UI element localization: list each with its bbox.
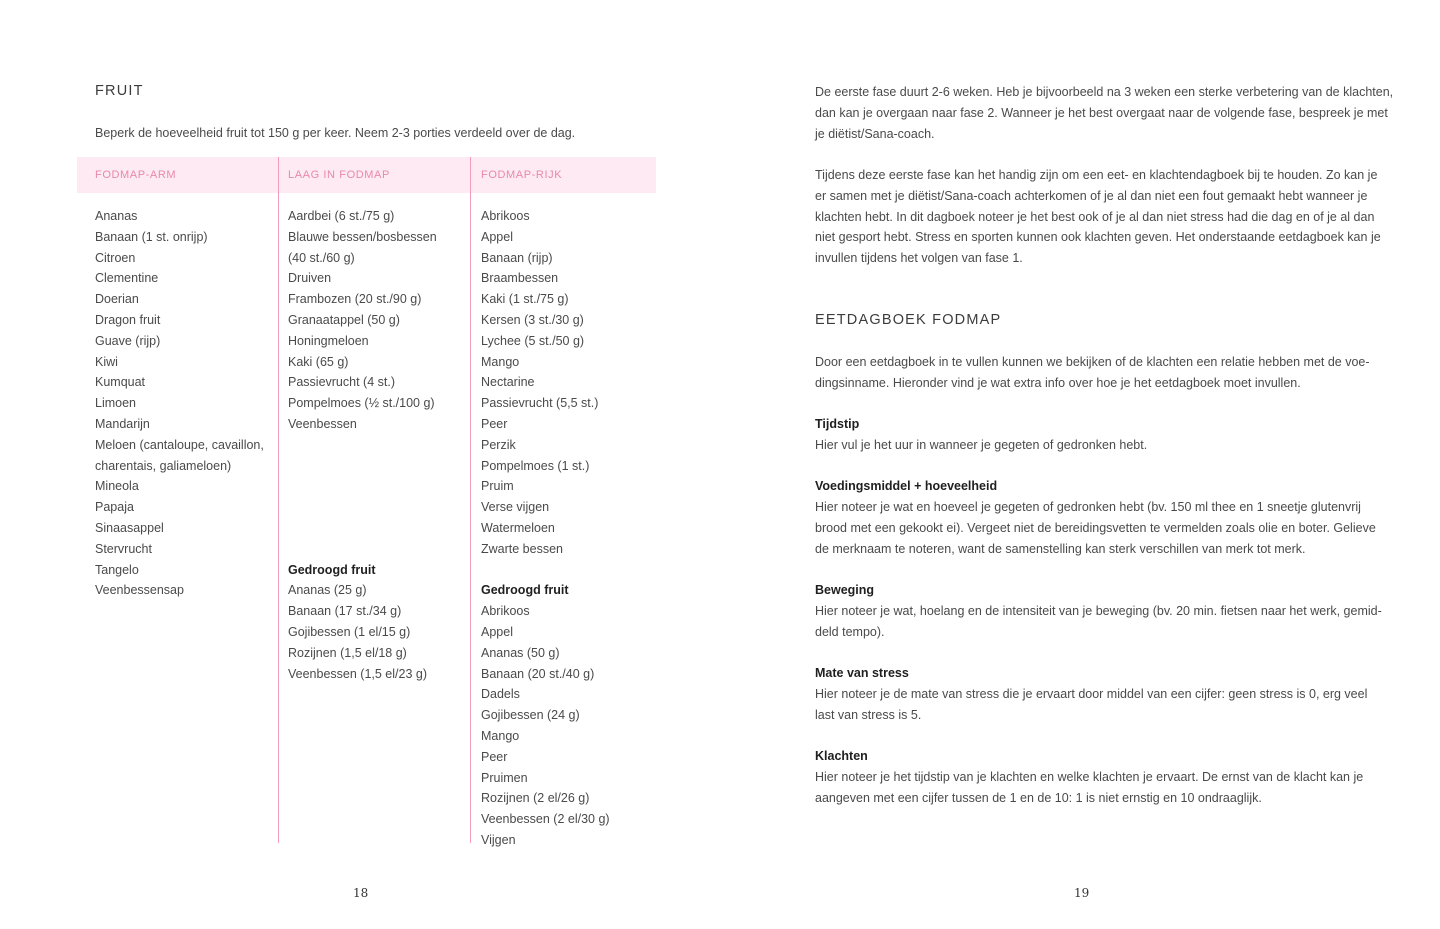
fruit-list-item: Veenbessensap xyxy=(95,583,184,598)
paragraph-line: dingsinname. Hieronder vind je wat extra info over hoe je het eetdagboek moet invullen. xyxy=(815,375,1301,390)
fruit-list-item: Verse vijgen xyxy=(481,500,550,515)
fruit-list-item: Perzik xyxy=(481,437,516,452)
eetdagboek-intro-paragraph xyxy=(815,352,1370,394)
fruit-list-item: Zwarte bessen xyxy=(481,541,563,556)
fruit-list-item: Banaan (rijp) xyxy=(481,250,553,265)
dagboek-advice-paragraph xyxy=(815,165,1381,269)
paragraph-line: dan kan je overgaan naar fase 2. Wanneer je het best overgaat naar de volgende fase, bespreek je met xyxy=(815,105,1388,120)
paragraph-line: je diëtist/Sana-coach. xyxy=(815,126,935,141)
fruit-list-item: Limoen xyxy=(95,396,136,411)
dried-fruit-subtitle: Gedroogd fruit xyxy=(481,583,569,598)
paragraph-line: Door een eetdagboek in te vullen kunnen we bekijken of de klachten een relatie hebben met de voe- xyxy=(815,355,1370,369)
column-divider-1 xyxy=(278,157,279,843)
fruit-list-item: Mineola xyxy=(95,479,139,494)
entry-title: Voedingsmiddel + hoeveelheid xyxy=(815,479,998,493)
dried-fruit-subtitle: Gedroogd fruit xyxy=(288,562,376,577)
entry-title: Tijdstip xyxy=(815,417,860,431)
entry-description xyxy=(815,684,1368,726)
fruit-list-item: Granaatappel (50 g) xyxy=(288,312,400,327)
entry-description xyxy=(815,767,1364,809)
fruit-list-item: Kiwi xyxy=(95,354,118,369)
dried-fruit-item: Gojibessen (1 el/15 g) xyxy=(288,624,411,639)
paragraph-line: De eerste fase duurt 2-6 weken. Heb je bijvoorbeeld na 3 weken een sterke verbetering van de klachten, xyxy=(815,85,1394,99)
fruit-intro-text: Beperk de hoeveelheid fruit tot 150 g per keer. Neem 2-3 porties verdeeld over de dag. xyxy=(95,126,576,140)
fruit-list-item: Kaki (65 g) xyxy=(288,354,349,369)
fruit-list-item: Kaki (1 st./75 g) xyxy=(481,292,569,307)
eetdagboek-section-title: EETDAGBOEK FODMAP xyxy=(815,312,1002,328)
fruit-list-item: Appel xyxy=(481,229,513,244)
list-spacer xyxy=(288,518,437,539)
dried-fruit-item: Dadels xyxy=(481,687,520,702)
dried-fruit-item: Vijgen xyxy=(481,832,516,847)
dried-fruit-item: Rozijnen (1,5 el/18 g) xyxy=(288,645,407,660)
dried-fruit-item: Veenbessen (2 el/30 g) xyxy=(481,812,610,827)
paragraph-line: er samen met je diëtist/Sana-coach achterkomen of je al dan niet een fout gemaakt hebt wanneer je xyxy=(815,188,1368,203)
paragraph-line: Hier noteer je de mate van stress die je ervaart door middel van een cijfer: geen stress is 0, erg veel xyxy=(815,687,1368,701)
paragraph-line: brood met een gekookt ei). Vergeet niet de bereidingsvetten te vermelden zoals olie en boter. Gelieve xyxy=(815,520,1376,535)
fruit-list-item: Veenbessen xyxy=(288,416,357,431)
fruit-list-item: Blauwe bessen/bosbessen xyxy=(288,229,437,244)
dried-fruit-item: Gojibessen (24 g) xyxy=(481,708,580,723)
list-spacer xyxy=(288,497,437,518)
dried-fruit-item: Appel xyxy=(481,624,513,639)
fruit-list-item: Peer xyxy=(481,416,508,431)
dried-fruit-item: Ananas (25 g) xyxy=(288,583,367,598)
fruit-list-item: Tangelo xyxy=(95,562,139,577)
fruit-list-item: Passievrucht (4 st.) xyxy=(288,375,395,390)
fruit-list-item: Ananas xyxy=(95,209,138,223)
fruit-list-item: Braambessen xyxy=(481,271,559,286)
fruit-list-item: Sinaasappel xyxy=(95,520,164,535)
dried-fruit-item: Mango xyxy=(481,728,520,743)
paragraph-line: Hier noteer je het tijdstip van je klachten en welke klachten je ervaart. De ernst van de klacht kan je xyxy=(815,770,1364,784)
fruit-list-item: Banaan (1 st. onrijp) xyxy=(95,229,208,244)
fruit-list-item: Watermeloen xyxy=(481,520,555,535)
paragraph-line: Hier vul je het uur in wanneer je gegeten of gedronken hebt. xyxy=(815,438,1148,452)
fruit-list-item: charentais, galiameloen) xyxy=(95,458,232,473)
fruit-list-item: Aardbei (6 st./75 g) xyxy=(288,209,395,223)
fruit-list-item: Kersen (3 st./30 g) xyxy=(481,312,584,327)
fruit-list-item: Pruim xyxy=(481,479,514,494)
fruit-list-item: Honingmeloen xyxy=(288,333,369,348)
entry-title: Mate van stress xyxy=(815,666,909,680)
fruit-list-item: Clementine xyxy=(95,271,159,286)
fruit-list-item: Dragon fruit xyxy=(95,312,161,327)
paragraph-line: aangeven met een cijfer tussen de 1 en de 10: 1 is niet ernstig en 10 ondraaglijk. xyxy=(815,790,1262,805)
list-spacer xyxy=(288,456,437,477)
fruit-list-item: Lychee (5 st./50 g) xyxy=(481,333,585,348)
entry-description xyxy=(815,601,1382,643)
fase-duration-paragraph xyxy=(815,82,1394,144)
paragraph-line: klachten hebt. In dit dagboek noteer je het best ook of je al dan niet stress had die dag en of je al dan xyxy=(815,209,1375,224)
fruit-list-item: Papaja xyxy=(95,500,134,515)
dried-fruit-item: Pruimen xyxy=(481,770,528,785)
fruit-section-title: FRUIT xyxy=(95,83,144,99)
dried-fruit-item: Abrikoos xyxy=(481,604,530,619)
entry-title: Beweging xyxy=(815,583,875,597)
fruit-list-item: Druiven xyxy=(288,271,332,286)
paragraph-line: deld tempo). xyxy=(815,624,885,639)
right-page xyxy=(720,0,1440,929)
col-header-fodmap-arm: FODMAP-ARM xyxy=(95,169,177,181)
fruit-list-item: Mango xyxy=(481,354,520,369)
paragraph-line: last van stress is 5. xyxy=(815,707,922,722)
col-header-laag-in-fodmap: LAAG IN FODMAP xyxy=(288,169,390,181)
list-spacer xyxy=(288,539,437,560)
fruit-list-item: Frambozen (20 st./90 g) xyxy=(288,292,422,307)
fruit-list-item: Doerian xyxy=(95,292,139,307)
list-spacer xyxy=(481,560,610,581)
column-divider-2 xyxy=(470,157,471,843)
fodmap-arm-list xyxy=(95,206,264,601)
paragraph-line: niet gesport hebt. Stress en sporten kunnen ook klachten geven. Het onderstaande eetdagboek kan je xyxy=(815,230,1381,245)
fruit-list-item: Stervrucht xyxy=(95,541,152,556)
paragraph-line: Hier noteer je wat en hoeveel je gegeten of gedronken hebt (bv. 150 ml thee en 1 sneetje glutenvrij xyxy=(815,500,1361,514)
page-number-right: 19 xyxy=(1074,886,1090,900)
dried-fruit-item: Banaan (17 st./34 g) xyxy=(288,604,402,619)
fruit-list-item: Pompelmoes (1 st.) xyxy=(481,458,590,473)
fruit-list-item: Pompelmoes (½ st./100 g) xyxy=(288,396,435,411)
entry-title: Klachten xyxy=(815,749,868,763)
fruit-list-item: Abrikoos xyxy=(481,209,530,223)
dried-fruit-item: Veenbessen (1,5 el/23 g) xyxy=(288,666,427,681)
entry-description xyxy=(815,435,1350,456)
dried-fruit-item: Ananas (50 g) xyxy=(481,645,560,660)
page-number-left: 18 xyxy=(353,886,369,900)
dried-fruit-item: Banaan (20 st./40 g) xyxy=(481,666,595,681)
dried-fruit-item: Rozijnen (2 el/26 g) xyxy=(481,791,590,806)
entry-description xyxy=(815,497,1376,559)
list-spacer xyxy=(288,476,437,497)
paragraph-line: Hier noteer je wat, hoelang en de intensiteit van je beweging (bv. 20 min. fietsen naar het werk, gemid- xyxy=(815,604,1382,618)
fruit-list-item: (40 st./60 g) xyxy=(288,250,355,265)
list-spacer xyxy=(288,435,437,456)
fruit-list-item: Meloen (cantaloupe, cavaillon, xyxy=(95,437,264,452)
laag-in-fodmap-list xyxy=(288,206,437,684)
fruit-list-item: Mandarijn xyxy=(95,416,150,431)
dried-fruit-item: Peer xyxy=(481,749,508,764)
paragraph-line: invullen tijdens het volgen van fase 1. xyxy=(815,251,1023,266)
paragraph-line: Tijdens deze eerste fase kan het handig zijn om een eet- en klachtendagboek bij te houden. Zo kan je xyxy=(815,168,1378,182)
fruit-list-item: Passievrucht (5,5 st.) xyxy=(481,396,599,411)
fruit-list-item: Kumquat xyxy=(95,375,146,390)
fruit-list-item: Citroen xyxy=(95,250,136,265)
col-header-fodmap-rijk: FODMAP-RIJK xyxy=(481,169,563,181)
fodmap-rijk-list xyxy=(481,206,610,851)
fruit-list-item: Nectarine xyxy=(481,375,535,390)
paragraph-line: de merknaam te noteren, want de samenstelling kan sterk verschillen van merk tot merk. xyxy=(815,541,1306,556)
fruit-list-item: Guave (rijp) xyxy=(95,333,161,348)
